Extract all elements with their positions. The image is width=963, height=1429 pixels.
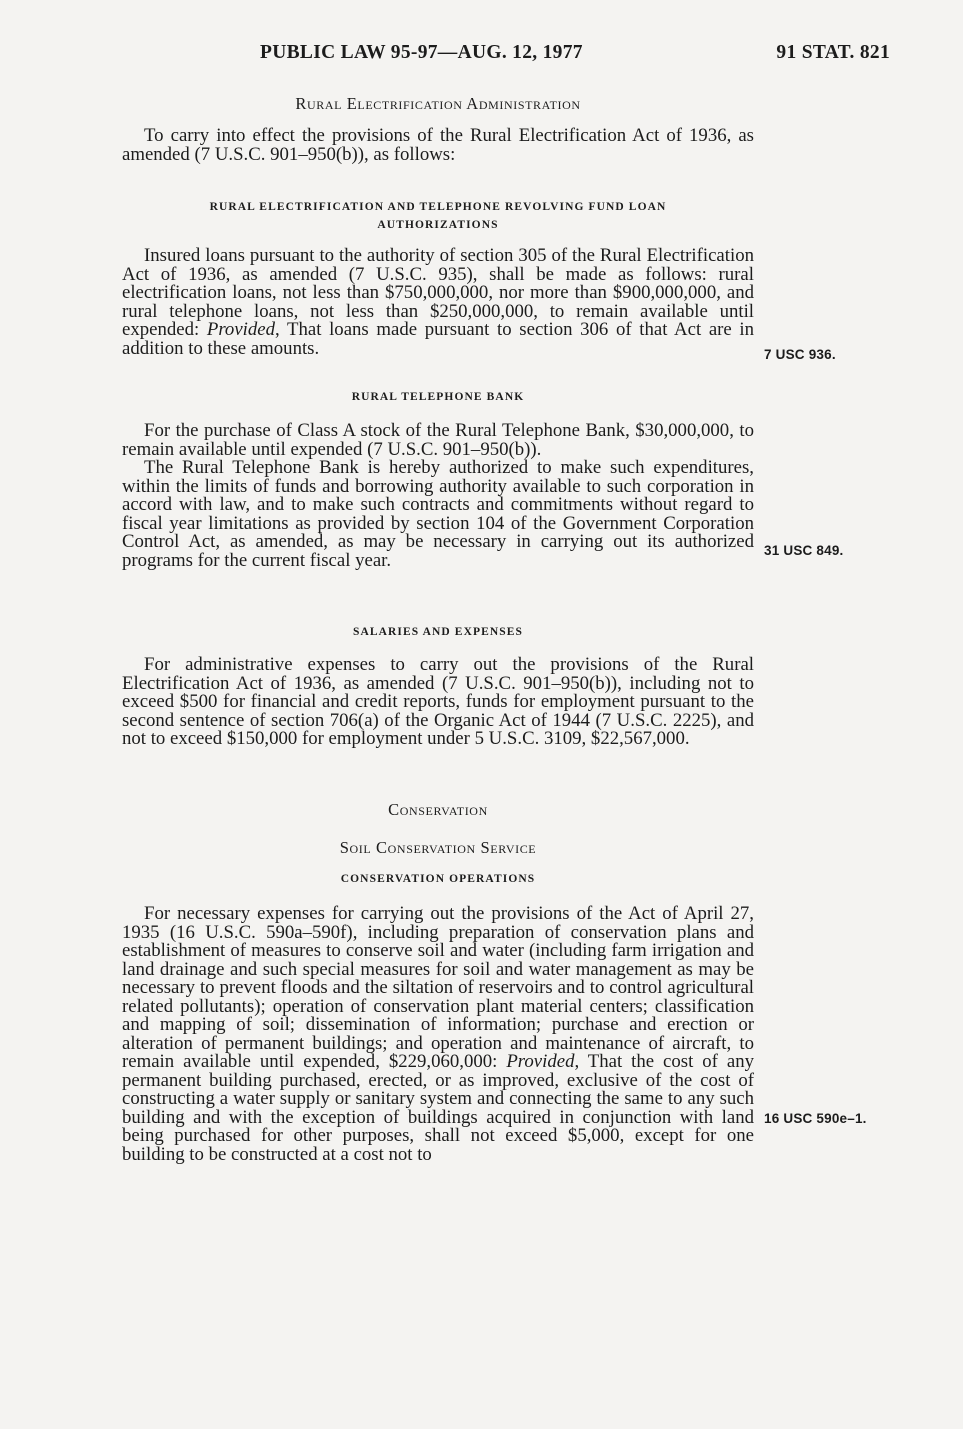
conservation-text-b: , That the cost of any permanent building purchased, erected, or as improved, exclusive of the cost of constructing a water supply or sanitary system and connecting the same to any such building and with the exception of buildings acquired in conjunction with land being purchased for other purposes, shall not exceed $5,000, except for one building to be constructed at a cost not to (122, 1051, 754, 1165)
conservation-heading: Conservation (388, 800, 488, 819)
conservation-provided: Provided (506, 1051, 575, 1072)
loan-heading-line1: RURAL ELECTRIFICATION AND TELEPHONE REVOLVING FUND LOAN (209, 201, 667, 213)
rea-intro-text: To carry into effect the provisions of the Rural Electrification Act of 1936, as amended (7 U.S.C. 901–950(b)), as follows: (122, 125, 754, 165)
salaries-heading: SALARIES AND EXPENSES (352, 626, 524, 638)
loan-text-a: Insured loans pursuant to the authority of section 305 of the Rural Electrification Act of 1936, as amended (7 U.S.C. 935), shall be made as follows: rural electrification loans, not less than $750,000,000, nor more than $900,000,000, and rural telephone loans, not less than $250,000,000, to remain available until expended: (122, 245, 754, 340)
loan-heading-line2: AUTHORIZATIONS (377, 219, 499, 231)
conservation-text-a: For necessary expenses for carrying out the provisions of the Act of April 27, 1935 (16 U.S.C. 590a–590f), including preparation of conservation plans and establishment of measures to conserve soil and water (including farm irrigation and land drainage and such special measures for soil and water management as may be necessary to prevent floods and the siltation of reservoirs and to control agricultural related pollutants); operation of conservation plant material centers; classification and mapping of soil; dissemination of information; purchase and erection or alteration of permanent buildings; and operation and maintenance of aircraft, to remain available until expended, $229,060,000: (122, 903, 754, 1072)
salaries-text: For administrative expenses to carry out the provisions of the Rural Electrification Act of 1936, as amended (7 U.S.C. 901–950(b)), including not to exceed $500 for financial and credit reports, funds for employment pursuant to the second sentence of section 706(a) of the Organic Act of 1944 (7 U.S.C. 2225), and not to exceed $150,000 for employment under 5 U.S.C. 3109, $22,567,000. (122, 654, 754, 749)
rural-telephone-bank-heading: RURAL TELEPHONE BANK (351, 391, 525, 403)
loan-authorizations-heading (122, 198, 754, 234)
header-law-title: PUBLIC LAW 95-97—AUG. 12, 1977 (260, 42, 583, 63)
bank-text-2: The Rural Telephone Bank is hereby authorized to make such expenditures, within the limits of funds and borrowing authority available to such corporation in accord with law, and to make such contracts and commitments without regard to fiscal year limitations as provided by section 104 of the Government Corporation Control Act, as amended, as may be necessary in carrying out its authorized programs for the current fiscal year. (122, 457, 754, 571)
header-statute-citation: 91 STAT. 821 (776, 42, 890, 63)
page-header (120, 42, 890, 72)
margin-note-16-usc-590e-1: 16 USC 590e–1. (764, 1111, 867, 1126)
soil-conservation-service-heading: Soil Conservation Service (339, 838, 537, 857)
bank-text-1: For the purchase of Class A stock of the Rural Telephone Bank, $30,000,000, to remain available until expended (7 U.S.C. 901–950(b)). (122, 420, 754, 460)
conservation-operations-paragraph (122, 905, 754, 1164)
rea-intro (122, 127, 754, 164)
rural-telephone-bank-paragraphs (122, 422, 754, 570)
loan-text-b: , That loans made pursuant to section 306 of that Act are in addition to these amounts. (122, 319, 755, 359)
rea-heading: Rural Electrification Administration (295, 94, 581, 113)
margin-note-31-usc-849: 31 USC 849. (764, 543, 844, 558)
loan-provided: Provided (206, 319, 275, 340)
conservation-operations-heading: CONSERVATION OPERATIONS (340, 873, 536, 885)
loan-authorizations-paragraph (122, 247, 754, 358)
salaries-paragraph (122, 656, 754, 749)
margin-note-7-usc-936: 7 USC 936. (764, 347, 836, 362)
